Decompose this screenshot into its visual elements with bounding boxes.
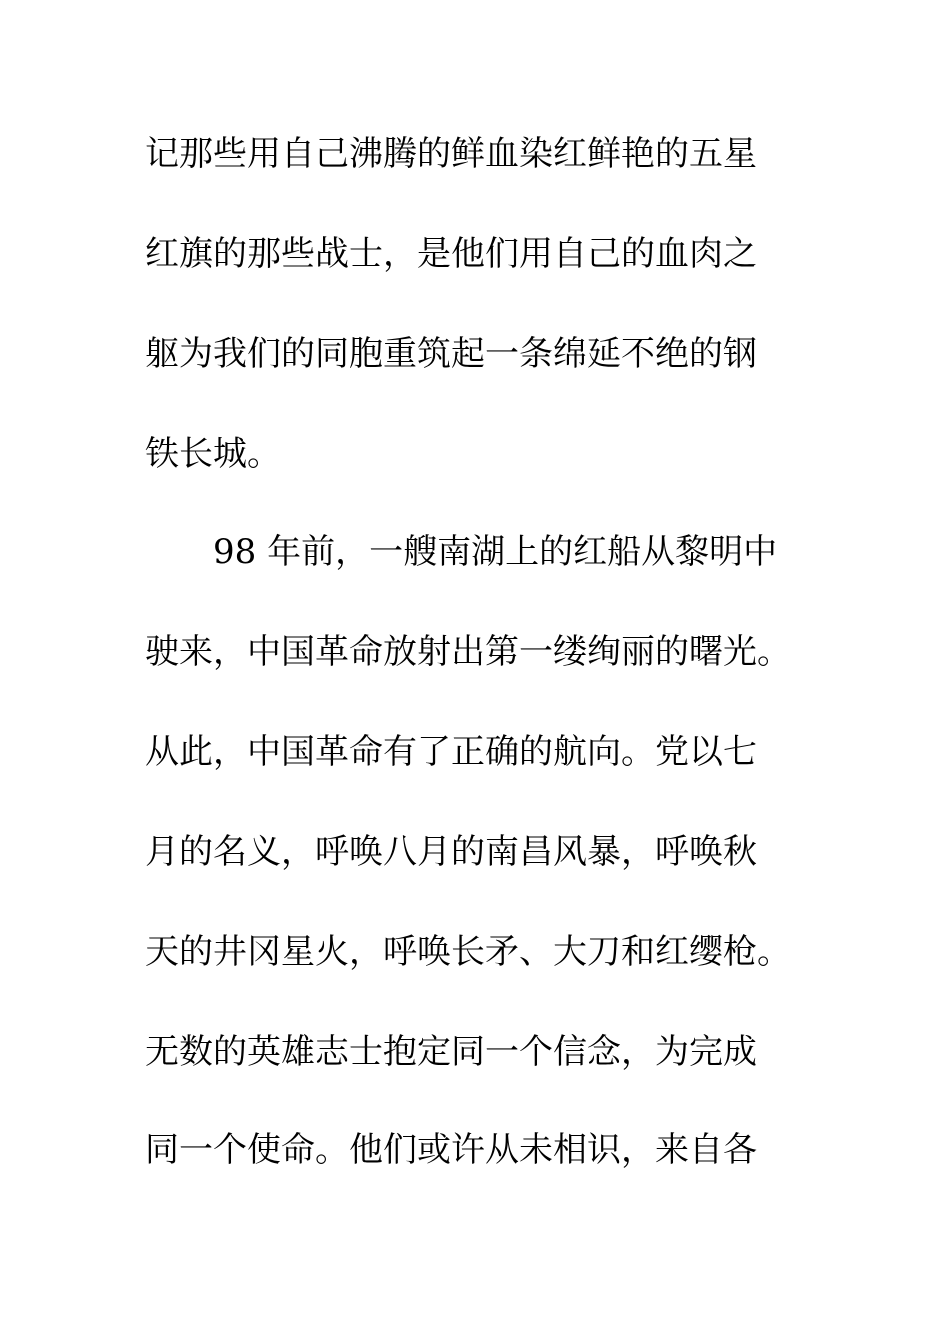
text-line: 铁长城。 [145,434,281,474]
text-line: 从此，中国革命有了正确的航向。党以七 [145,732,757,772]
text-line: 天的井冈星火，呼唤长矛、大刀和红缨枪。 [145,932,791,972]
paragraph-first-line: 98 年前，一艘南湖上的红船从黎明中 [213,532,778,572]
text-line: 驶来，中国革命放射出第一缕绚丽的曙光。 [145,632,791,672]
text-line: 躯为我们的同胞重筑起一条绵延不绝的钢 [145,334,757,374]
text-line: 同一个使命。他们或许从未相识，来自各 [145,1130,757,1170]
text-line: 记那些用自己沸腾的鲜血染红鲜艳的五星 [145,134,757,174]
text-line: 月的名义，呼唤八月的南昌风暴，呼唤秋 [145,832,757,872]
text-line: 红旗的那些战士，是他们用自己的血肉之 [145,234,757,274]
text-line: 无数的英雄志士抱定同一个信念，为完成 [145,1032,757,1072]
